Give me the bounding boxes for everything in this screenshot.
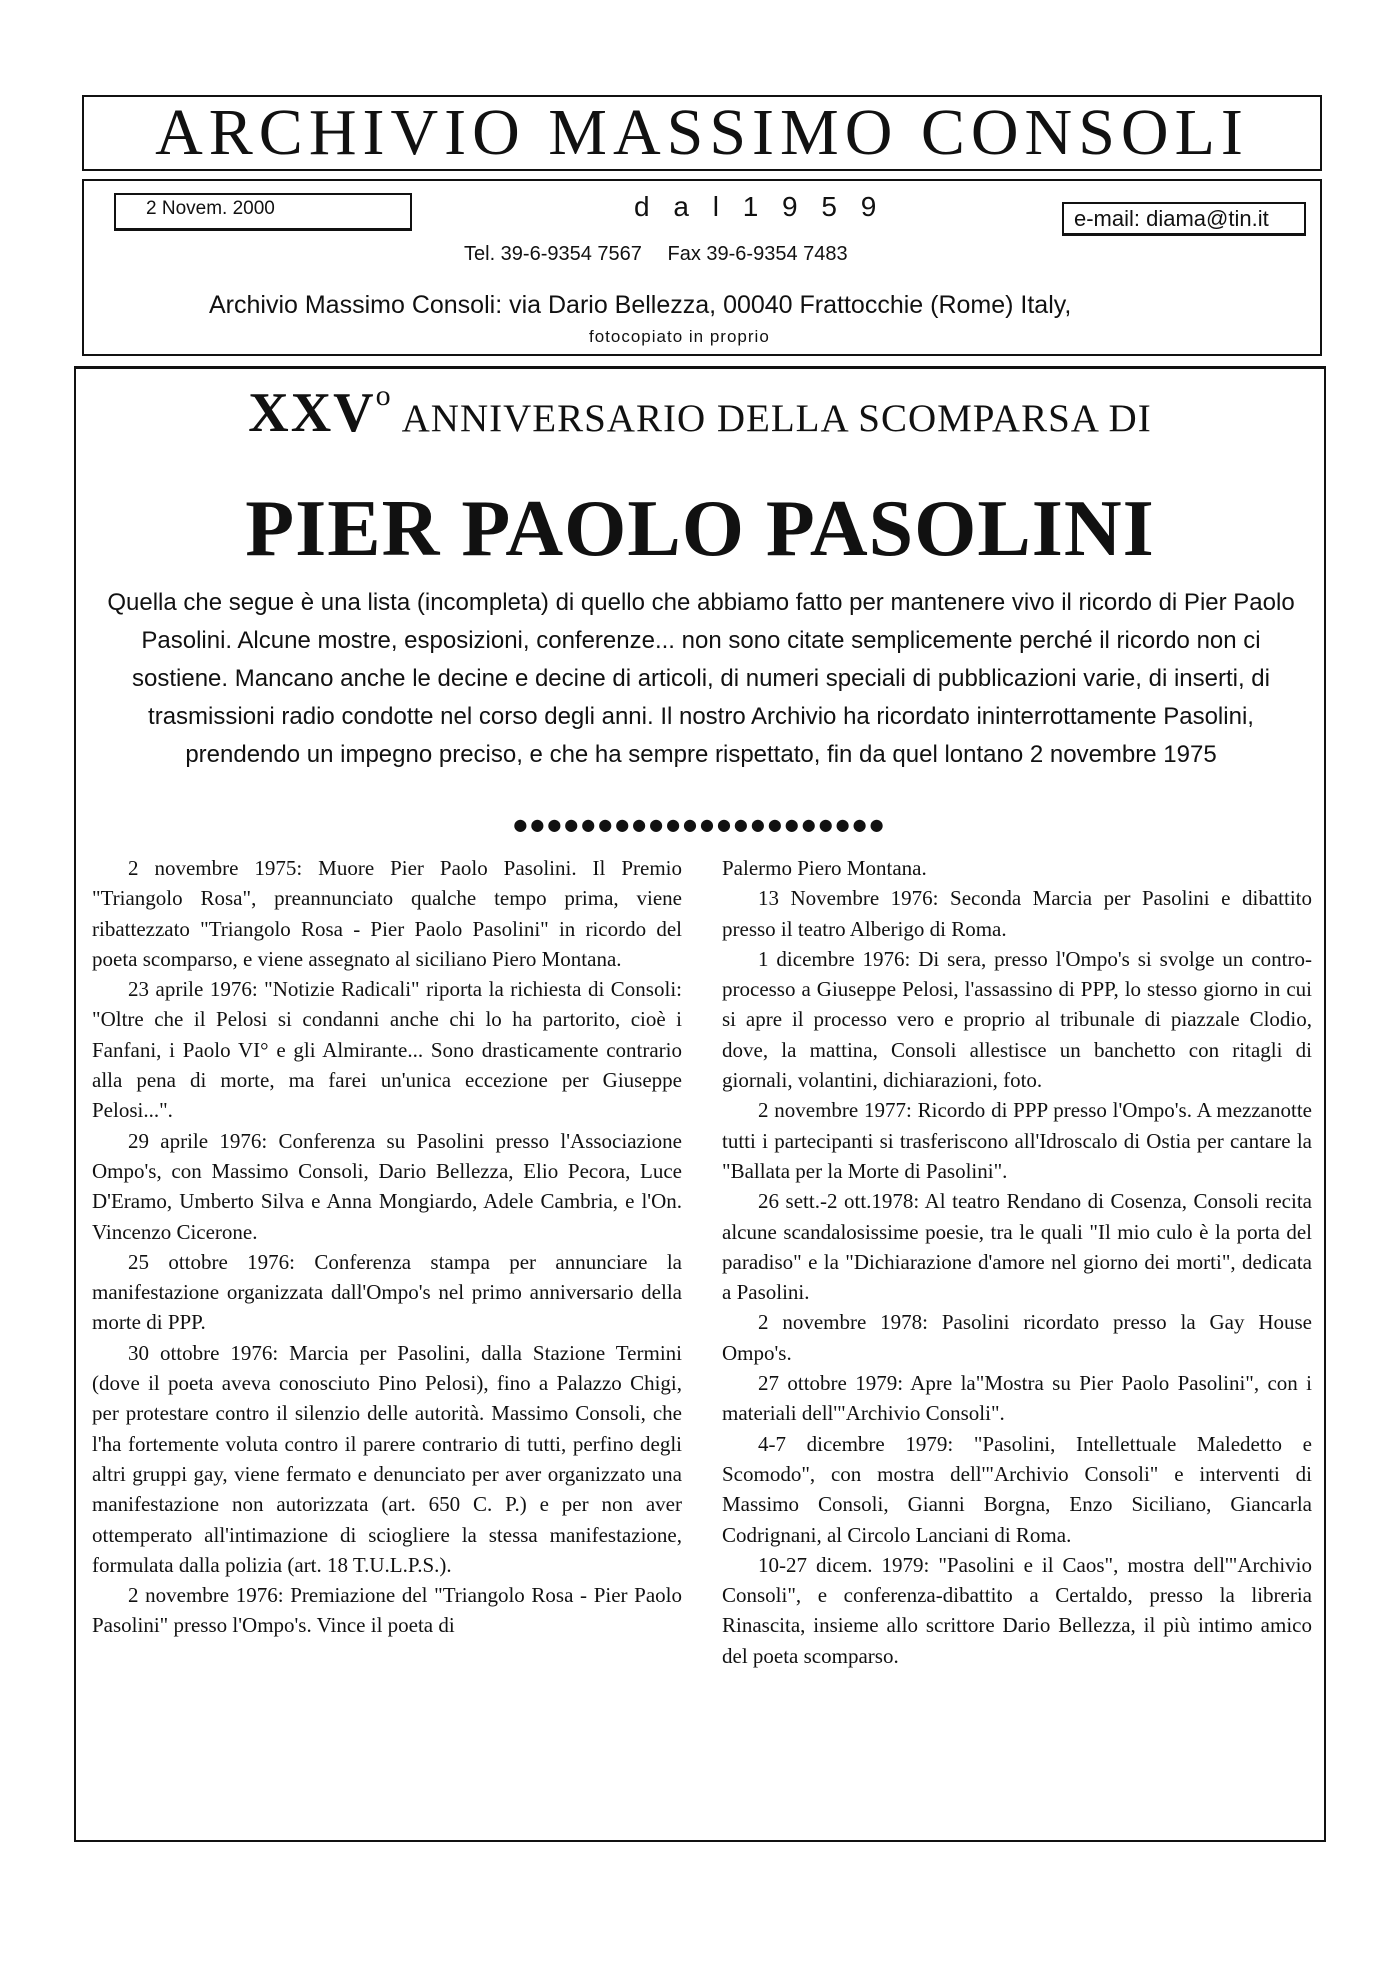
chronology-entry: 10-27 dicem. 1979: "Pasolini e il Caos", mostra dell'"Archivio Consoli", e conferenza-dibattito a Certaldo, presso la libreria Rinascita, insieme allo scrittore Dario Bellezza, il più intimo amico del poeta scomparso. [722,1552,1312,1668]
chronology-entry: 1 dicembre 1976: Di sera, presso l'Ompo's si svolge un contro-processo a Giuseppe Pelosi, l'assassino di PPP, lo stesso giorno in cui si apre il processo vero e proprio al tribunale di piazzale Clodio, dove, la mattina, Consoli allestisce un banchetto con ritagli di giornali, volantini, dichiarazioni, foto. [722,946,1312,1093]
right-column [722,853,1312,1671]
chronology-entry: 30 ottobre 1976: Marcia per Pasolini, dalla Stazione Termini (dove il poeta aveva conosciuto Pino Pelosi), fino a Palazzo Chigi, per protestare contro il silenzio delle autorità. Massimo Consoli, che l'ha fortemente voluta contro il parere contrario di tutti, perfino degli altri gruppi gay, viene fermato e denunciato per aver organizzato una manifestazione non autorizzata (art. 650 C. P.) e per non aver ottemperato all'intimazione di sciogliere la stessa manifestazione, formulata dalla polizia (art. 18 T.U.L.P.S.). [92,1340,682,1577]
chronology-entry: 4-7 dicembre 1979: "Pasolini, Intellettuale Maledetto e Scomodo", con mostra dell'"Archivio Consoli" e interventi di Massimo Consoli, Gianni Borgna, Enzo Siciliano, Giancarla Codrignani, al Circolo Lanciani di Roma. [722,1431,1312,1547]
pasolini-title: PIER PAOLO PASOLINI [245,485,1155,573]
anniversary-headline [76,379,1324,445]
telephone: Tel. 39-6-9354 7567 [464,243,642,265]
archive-masthead [82,95,1322,171]
roman-numeral: XXV [248,382,376,444]
since-year: d a l 1 9 5 9 [634,191,885,222]
intro-paragraph: Quella che segue è una lista (incompleta) di quello che abbiamo fatto per mantenere vivo il ricordo di Pier Paolo Pasolini. Alcune mostre, esposizioni, conferenze... non sono citate semplicemente perché il ricordo non ci sostiene. Mancano anche le decine e decine di articoli, di numeri speciali di pubblicazioni varie, di inserti, di trasmissioni radio condotte nel corso degli anni. Il nostro Archivio ha ricordato ininterrottamente Pasolini, prendendo un impegno preciso, e che ha sempre rispettato, fin da quel lontano 2 novembre 1975 [107,589,1295,768]
dot-separator: ●●●●●●●●●●●●●●●●●●●●●● [513,815,887,834]
chronology-entry: 23 aprile 1976: "Notizie Radicali" riporta la richiesta di Consoli: "Oltre che il Pelosi si condanni anche chi lo ha partorito, cioè i Fanfani, i Paolo VI° e gli Almirante... Sono drasticamente contrario alla pena di morte, ma farei un'unica eccezione per Giuseppe Pelosi...". [92,977,682,1123]
article-box [74,366,1326,1842]
chronology-entry: 2 novembre 1976: Premiazione del "Triangolo Rosa - Pier Paolo Pasolini" presso l'Ompo's. Vince il poeta di [92,1583,682,1638]
date-text: 2 Novem. 2000 [146,198,275,219]
chronology-entry: 2 novembre 1977: Ricordo di PPP presso l'Ompo's. A mezzanotte tutti i partecipanti si trasferiscono all'Idroscalo di Ostia per cantare la "Ballata per la Morte di Pasolini". [722,1098,1312,1183]
date-box [114,193,412,231]
chronology-entry: 26 sett.-2 ott.1978: Al teatro Rendano di Cosenza, Consoli recita alcune scandalosissime poesie, tra le quali "Il mio culo è la porta del paradiso" e la "Dichiarazione d'amore nel giorno dei morti", dedicata a Pasolini. [722,1189,1312,1305]
chronology-entry: 13 Novembre 1976: Seconda Marcia per Pasolini e dibattito presso il teatro Alberigo di Roma. [722,886,1312,941]
chronology-entry: 29 aprile 1976: Conferenza su Pasolini presso l'Associazione Ompo's, con Massimo Consoli, Dario Bellezza, Elio Pecora, Luce D'Eramo, Umberto Silva e Anna Mongiardo, Adele Cambria, e l'On. Vincenzo Cicerone. [92,1128,682,1244]
photocopy-note: fotocopiato in proprio [589,327,770,346]
chronology-entry: 25 ottobre 1976: Conferenza stampa per annunciare la manifestazione organizzata dall'Ompo's nel primo anniversario della morte di PPP. [92,1249,682,1335]
fax: Fax 39-6-9354 7483 [667,243,848,265]
phone-fax-line [464,243,868,266]
chronology-entry: 2 novembre 1978: Pasolini ricordato presso la Gay House Ompo's. [722,1310,1312,1365]
masthead-title: ARCHIVIO MASSIMO CONSOLI [155,96,1249,169]
email-text: e-mail: diama@tin.it [1074,206,1269,231]
left-column [92,853,682,1641]
contact-info-box [82,179,1322,356]
chronology-entry: 27 ottobre 1979: Apre la"Mostra su Pier Paolo Pasolini", con i materiali dell'"Archivio Consoli". [722,1371,1312,1426]
email-box [1062,202,1306,236]
anniversary-subtitle: ANNIVERSARIO DELLA SCOMPARSA DI [401,397,1152,440]
chronology-entry: 2 novembre 1975: Muore Pier Paolo Pasolini. Il Premio "Triangolo Rosa", preannunciato qualche tempo prima, viene ribattezzato "Triangolo Rosa - Pier Paolo Pasolini" in ricordo del poeta scomparso, e viene assegnato al siciliano Piero Montana. [92,856,682,971]
postal-address: Archivio Massimo Consoli: via Dario Bellezza, 00040 Frattocchie (Rome) Italy, [209,291,1072,319]
chronology-continuation: Palermo Piero Montana. [722,856,927,880]
degree-sign: o [375,379,392,412]
